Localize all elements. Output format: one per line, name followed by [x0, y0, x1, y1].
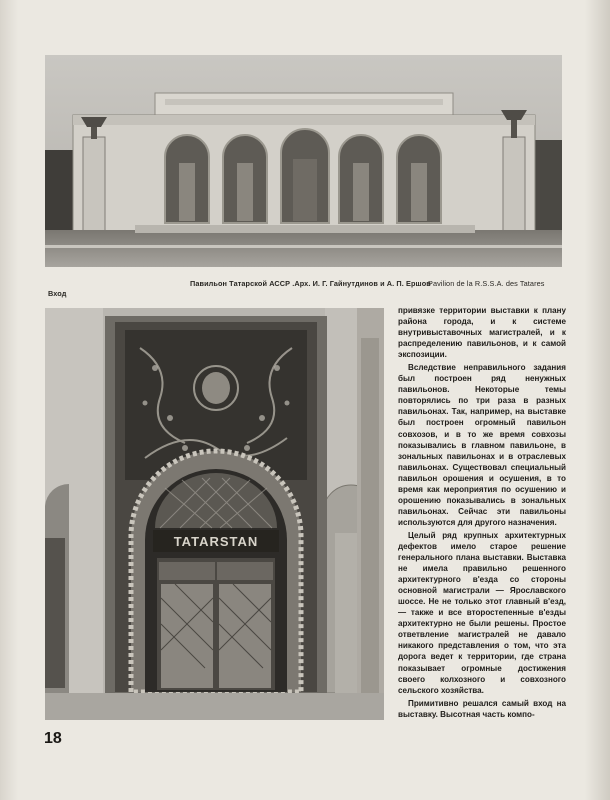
- pavilion-facade-drawing: [45, 55, 562, 267]
- entrance-portal-photo: [45, 308, 384, 720]
- article-text-column: [398, 305, 566, 722]
- entry-caption: Вход: [48, 289, 67, 298]
- portal-sign-text: TATARSTAN: [173, 534, 259, 549]
- photo-caption-french: Pavilion de la R.S.S.A. des Tatares: [428, 279, 545, 288]
- photo-caption-russian: Павильон Татарской АССР .Арх. И. Г. Гайнутдинов и А. П. Ершов: [190, 279, 431, 288]
- pavilion-facade-photo: [45, 55, 562, 267]
- entrance-portal-drawing: [45, 308, 384, 720]
- page-number: 18: [44, 730, 62, 747]
- article-paragraph: Вследствие неправильного задания был построен ряд ненужных павильонов. Некоторые темы повторялись по три раза в разных павильонах. Так, например, на выставке был построен огромный павильон совхозов, и в то же время совхозы показывались в главном павильоне, в зональных павильонах и в отраслевых павильонах. Существовал специальный павильон орошения и осушения, в то время как мероприятия по осушению и орошению показывались в зональных павильонах. Сейчас эти павильоны используются для другого назначения.: [398, 363, 566, 527]
- article-paragraph: привязке территории выставки к плану района города, и к системе внутривыставочных магистралей, и к распределению павильонов, и к самой экспозиции.: [398, 306, 566, 360]
- article-paragraph: Целый ряд крупных архитектурных дефектов имело старое решение генерального плана выставки. Выставка не имела правильно решенного архитектурного в'езда со стороны основной магистрали — Ярославского шоссе. Не не только этот главный в'езд,— также и все второстепенные в'езды архитектурно не были решены. Простое ответвление магистралей не давало никакого представления о том, что эта дорога ведет к территории, где страна показывает огромные достижения своего колхозного и совхозного сельского хозяйства.: [398, 530, 566, 695]
- article-paragraph: Примитивно решался самый вход на выставку. Высотная часть компо-: [398, 698, 566, 719]
